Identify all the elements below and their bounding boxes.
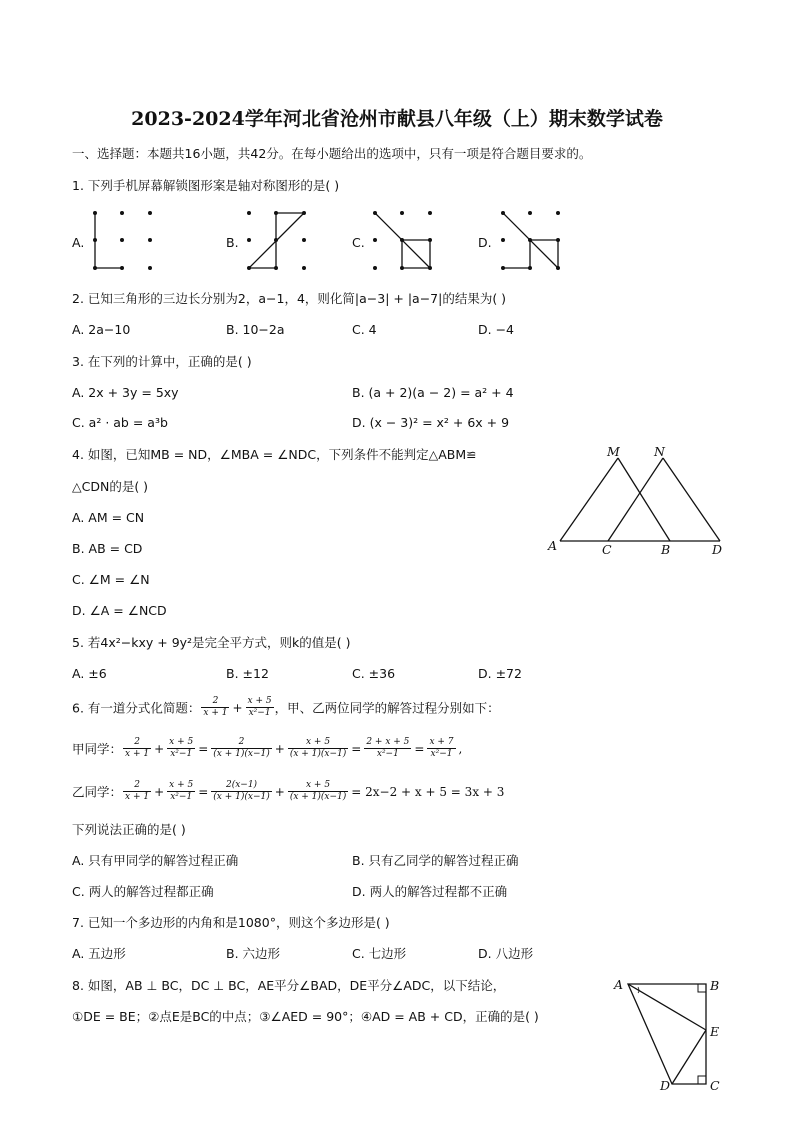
section-heading: 一、选择题：本题共16小题，共42分。在每小题给出的选项中，只有一项是符合题目要求的。 bbox=[72, 146, 592, 161]
q4-label-b: B bbox=[661, 542, 671, 557]
q4-option-b: B. AB = CD bbox=[72, 541, 143, 556]
q4-stem-line2: △CDN的是( ) bbox=[72, 479, 149, 494]
q5-option-c: C. ±36 bbox=[352, 666, 396, 681]
q6-option-b: B. 只有乙同学的解答过程正确 bbox=[352, 853, 519, 868]
q7-option-c: C. 七边形 bbox=[352, 946, 407, 961]
q4-option-d: D. ∠A = ∠NCD bbox=[72, 603, 167, 618]
q1-pattern-d bbox=[498, 208, 568, 274]
q1-stem: 1. 下列手机屏幕解锁图形案是轴对称图形的是( ) bbox=[72, 178, 340, 193]
q4-option-c: C. ∠M = ∠N bbox=[72, 572, 150, 587]
q8-label-b: B bbox=[710, 978, 720, 993]
q6-fraction-2: $\frac{x + 5}{\text{x²−1}}$ bbox=[247, 696, 272, 718]
q5-option-d: D. ±72 bbox=[478, 666, 522, 681]
q5-option-b: B. ±12 bbox=[226, 666, 269, 681]
q2-stem: 2. 已知三角形的三边长分别为2，a−1，4，则化简|a−3| + |a−7|的结果为( ) bbox=[72, 291, 507, 306]
q1-label-d: D. bbox=[478, 235, 492, 250]
q6-yi-label: 乙同学： bbox=[72, 784, 123, 800]
q8-label-a: A bbox=[614, 977, 624, 992]
q2-option-c: C. 4 bbox=[352, 322, 377, 337]
q3-option-d: D. (x − 3)² = x² + 6x + 9 bbox=[352, 415, 510, 430]
q4-label-c: C bbox=[602, 542, 612, 557]
page-title: 2023-2024学年河北省沧州市献县八年级（上）期末数学试卷 bbox=[131, 108, 663, 130]
q4-stem-line1: 4. 如图，已知MB = ND，∠MBA = ∠NDC，下列条件不能判定△ABM≌ bbox=[72, 447, 477, 462]
q6-option-a: A. 只有甲同学的解答过程正确 bbox=[72, 853, 239, 868]
q6-question: 下列说法正确的是( ) bbox=[72, 822, 186, 837]
q8-label-e: E bbox=[710, 1024, 720, 1039]
q7-option-a: A. 五边形 bbox=[72, 946, 126, 961]
q4-label-a: A bbox=[548, 538, 558, 553]
q4-label-d: D bbox=[712, 542, 723, 557]
q7-option-d: D. 八边形 bbox=[478, 946, 534, 961]
q1-label-c: C. bbox=[352, 235, 365, 250]
q2-option-a: A. 2a−10 bbox=[72, 322, 131, 337]
q3-stem: 3. 在下列的计算中，正确的是( ) bbox=[72, 354, 252, 369]
q7-stem: 7. 已知一个多边形的内角和是1080°，则这个多边形是( ) bbox=[72, 915, 390, 930]
q3-option-a: A. 2x + 3y = 5xy bbox=[72, 385, 179, 400]
q6-stem: 6. 有一道分式化简题： $\frac{2}{x + 1}$ + $\frac{x + 5}{\text{x²−1}}$ ，甲、乙两位同学的解答过程分别如下： bbox=[72, 696, 500, 718]
q6-jia-label: 甲同学： bbox=[72, 741, 123, 757]
q1-label-b: B. bbox=[226, 235, 239, 250]
q3-option-c: C. a² · ab = a³b bbox=[72, 415, 168, 430]
q8-stem-line2: ①DE = BE；②点E是BC的中点；③∠AED = 90°；④AD = AB + CD，正确的是( ) bbox=[72, 1009, 539, 1024]
q2-option-b: B. 10−2a bbox=[226, 322, 285, 337]
q6-jia-solution: 甲同学： $\frac{2}{x + 1}$ + $\frac{x + 5}{\text{x²−1}}$ = $\frac{2}{(x + 1)(x-1)}$ + $\frac{x + 5}{(x + 1)(x-1)}$ = $\frac{2 + x + 5}{\text{x²−1}}$ = $\frac{x + 7}{\text{x²−1}}$ , bbox=[72, 737, 463, 759]
q4-triangles-figure bbox=[540, 440, 740, 570]
q5-option-a: A. ±6 bbox=[72, 666, 107, 681]
q4-label-n: N bbox=[654, 444, 665, 459]
q8-stem-line1: 8. 如图，AB ⊥ BC，DC ⊥ BC，AE平分∠BAD，DE平分∠ADC，以下结论， bbox=[72, 978, 506, 993]
q8-label-d: D bbox=[660, 1078, 671, 1093]
q7-option-b: B. 六边形 bbox=[226, 946, 281, 961]
q6-fraction-1: $\frac{2}{x + 1}$ bbox=[203, 696, 228, 718]
q1-pattern-c bbox=[370, 208, 440, 274]
q4-label-m: M bbox=[607, 444, 620, 459]
q4-option-a: A. AM = CN bbox=[72, 510, 145, 525]
q6-yi-solution: 乙同学： $\frac{2}{x + 1}$ + $\frac{x + 5}{\text{x²−1}}$ = $\frac{2(x-1)}{(x + 1)(x-1)}$ + $\frac{x + 5}{(x + 1)(x-1)}$ = 2x−2 + x + 5 = 3x + 3 bbox=[72, 780, 505, 802]
q1-pattern-a bbox=[90, 208, 160, 274]
q1-pattern-b bbox=[244, 208, 314, 274]
q6-option-d: D. 两人的解答过程都不正确 bbox=[352, 884, 508, 899]
q2-option-d: D. −4 bbox=[478, 322, 514, 337]
q3-option-b: B. (a + 2)(a − 2) = a² + 4 bbox=[352, 385, 514, 400]
q6-yi-tail: = 2x−2 + x + 5 = 3x + 3 bbox=[351, 784, 505, 799]
q8-label-c: C bbox=[710, 1078, 720, 1093]
q6-stem-post: ，甲、乙两位同学的解答过程分别如下： bbox=[274, 700, 500, 716]
q6-option-c: C. 两人的解答过程都正确 bbox=[72, 884, 214, 899]
q1-label-a: A. bbox=[72, 235, 85, 250]
q5-stem: 5. 若4x²−kxy + 9y²是完全平方式，则k的值是( ) bbox=[72, 635, 351, 650]
q6-stem-pre: 6. 有一道分式化简题： bbox=[72, 700, 201, 716]
q8-trapezoid-figure bbox=[620, 978, 720, 1088]
